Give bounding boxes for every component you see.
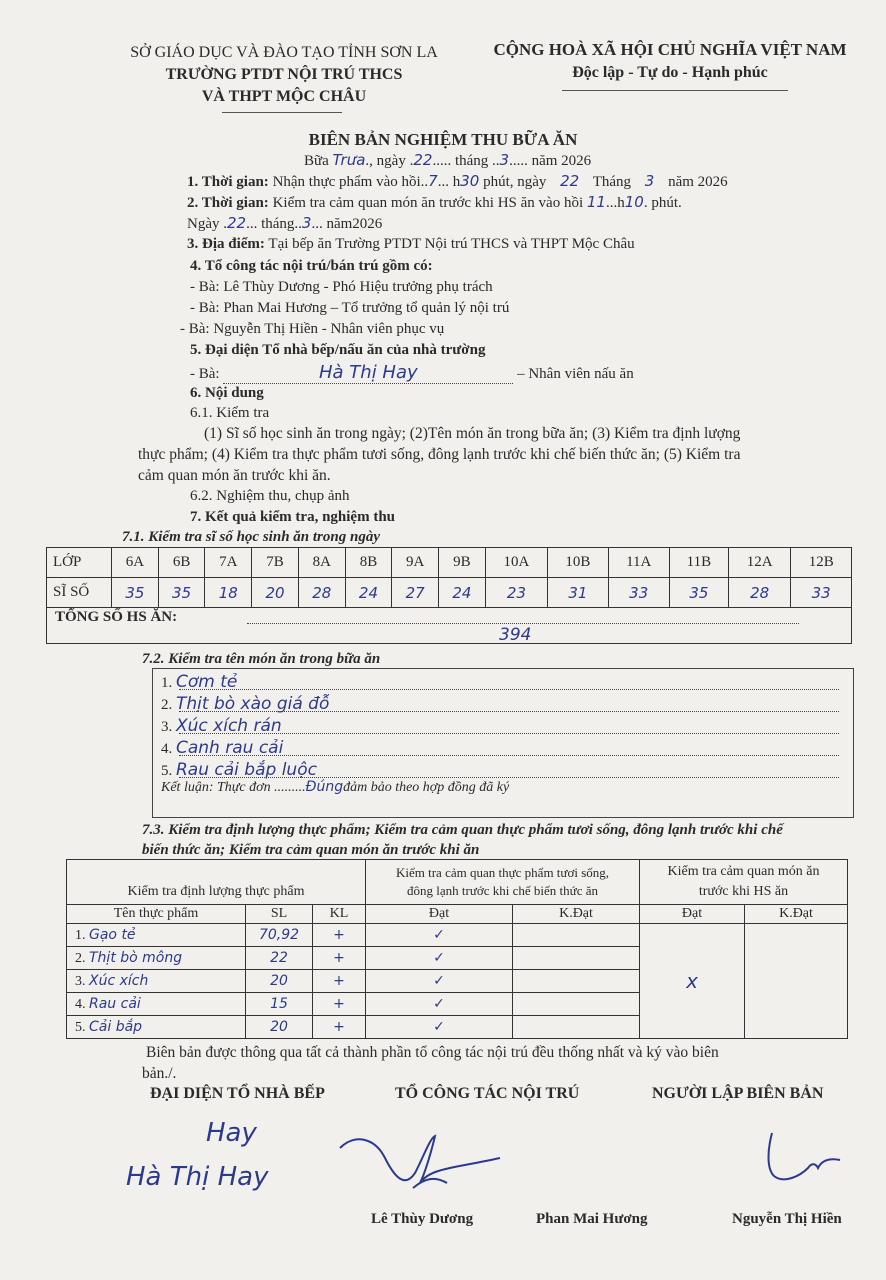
dish-line [179,711,839,712]
count-cell: 20 [252,578,299,608]
class-cell: 9A [392,548,439,578]
food-pass-check: ✓ [366,947,513,970]
menu-conclusion: Kết luận: Thực đơn .........Đúngđảm bảo theo hợp đồng đã ký [161,779,510,795]
item2-day: 22 [227,214,247,232]
count-cell: 28 [728,578,790,608]
col-dish-fail: K.Đạt [745,905,848,924]
food-pass-check: ✓ [366,993,513,1016]
section-6-1: 6.1. Kiểm tra [190,405,270,421]
total-box [46,605,852,644]
dish-line [179,755,839,756]
committee-name-2: Phan Mai Hương [536,1211,648,1227]
item5-label: 5. Đại diện Tổ nhà bếp/nấu ăn của nhà trường [190,342,486,358]
item3-label: 3. Địa điểm: [187,236,265,252]
food-pass-check: ✓ [366,1016,513,1039]
item1-minute: 30 [460,172,480,190]
col-fresh-pass: Đạt [366,905,513,924]
author-signature [760,1128,850,1188]
dish-line [179,689,839,690]
dish-item: 2. Thịt bò xào giá đỗ [161,694,330,714]
section-7-3-line2: biến thức ăn; Kiểm tra cảm quan món ăn trước khi ăn [142,842,480,858]
count-cell: 24 [345,578,392,608]
item3-location [187,236,635,253]
dish-line [179,733,839,734]
committee-name-1: Lê Thùy Dương [371,1211,474,1227]
group-fresh-header: Kiểm tra cảm quan thực phẩm tươi sống, đông lạnh trước khi chế biến thức ăn [366,860,640,905]
closing-line1: Biên bản được thông qua tất cả thành phần tổ công tác nội trú đều thống nhất và ký vào biên [146,1044,719,1061]
food-sl: 20 [246,970,313,993]
col-kl: KL [313,905,366,924]
dish-item: 3. Xúc xích rán [161,716,282,736]
class-cell: 8B [345,548,392,578]
count-header: SĨ SỐ [47,578,112,608]
member-1: - Bà: Lê Thùy Dương - Phó Hiệu trưởng phụ trách [190,279,493,295]
food-kl: + [313,947,366,970]
item2-date: Ngày .22... tháng..3... năm2026 [187,214,383,232]
food-kl: + [313,924,366,947]
food-sl: 20 [246,1016,313,1039]
dish-pass-mark: x [640,924,745,1039]
class-cell: 6A [112,548,159,578]
meal-line [304,151,591,170]
item2-label: 2. Thời gian: [187,195,269,211]
item1-hour: 7 [428,172,438,190]
food-row: 2. Thịt bò mông 22 + ✓ [67,947,848,970]
col-fresh-fail: K.Đạt [513,905,640,924]
count-cell: 27 [392,578,439,608]
committee-signature [335,1128,505,1198]
committee-sign-title: TỔ CÔNG TÁC NỘI TRÚ [395,1085,580,1102]
class-cell: 6B [158,548,205,578]
item2-hour: 11 [586,193,606,211]
content-line3: cảm quan món ăn trước khi ăn. [138,467,331,484]
kitchen-sign-title: ĐẠI DIỆN TỔ NHÀ BẾP [150,1085,325,1102]
food-name: Thịt bò mông [89,949,183,966]
dish-name: Thịt bò xào giá đỗ [176,694,330,714]
item6-label: 6. Nội dung [190,385,264,401]
item2-month: 3 [301,214,312,232]
member-3: - Bà: Nguyễn Thị Hiền - Nhân viên phục vụ [180,321,445,337]
header-right-underline [562,90,788,91]
section-7-3-line1: 7.3. Kiểm tra định lượng thực phẩm; Kiểm tra cảm quan thực phẩm tươi sống, đông lạnh trước khi chế [142,822,783,838]
item1-receive-time: 1. Thời gian: Nhận thực phẩm vào hồi..7... h30 phút, ngày 22 Tháng 3 năm 2026 [187,172,728,190]
class-cell: 10A [485,548,547,578]
count-cell: 23 [485,578,547,608]
section-7-1: 7.1. Kiểm tra sĩ số học sinh ăn trong ngày [122,529,380,545]
closing-line2: bản./. [142,1065,177,1082]
class-cell: 10B [548,548,609,578]
year-label: ..... năm 2026 [509,153,592,169]
food-row: 3. Xúc xích 20 + ✓ [67,970,848,993]
item1-label: 1. Thời gian: [187,174,269,190]
class-cell: 7B [252,548,299,578]
food-pass-check: ✓ [366,924,513,947]
class-cell: 12A [728,548,790,578]
dish-item: 5. Rau cải bắp luộc [161,760,317,780]
class-cell: 12B [791,548,852,578]
month-label: ..... tháng .. [432,153,500,169]
item1-day: 22 [560,172,580,190]
food-row: 5. Cải bắp 20 + ✓ [67,1016,848,1039]
section-7-2: 7.2. Kiểm tra tên món ăn trong bữa ăn [142,651,381,667]
col-name: Tên thực phẩm [67,905,246,924]
item1-month: 3 [644,172,655,190]
section-6-2: 6.2. Nghiệm thu, chụp ảnh [190,488,350,504]
document-title: BIÊN BẢN NGHIỆM THU BỮA ĂN [308,130,578,149]
dish-item: 4. Canh rau cải [161,738,284,758]
food-kl: + [313,1016,366,1039]
dish-name: Xúc xích rán [176,716,282,736]
count-cell: 35 [112,578,159,608]
group-dish-header: Kiểm tra cảm quan món ăn trước khi HS ăn [640,860,848,905]
dish-item: 1. Cơm tẻ [161,672,238,692]
content-line2: thực phẩm; (4) Kiểm tra thực phẩm tươi sống, đông lạnh trước khi chế biến thức ăn; (5) Kiểm tra [138,446,741,463]
dish-list-box [152,668,854,818]
count-cell: 35 [158,578,205,608]
dish-name: Rau cải bắp luộc [176,760,317,780]
count-cell: 24 [439,578,486,608]
food-sl: 70,92 [246,924,313,947]
class-cell: 7A [205,548,252,578]
meal-value: Trưa [332,151,366,169]
count-cell: 33 [608,578,669,608]
food-sl: 15 [246,993,313,1016]
content-line1: (1) Sĩ số học sinh ăn trong ngày; (2)Tên món ăn trong bữa ăn; (3) Kiểm tra định lượng [204,425,741,442]
count-row [47,578,852,608]
header-left-underline [222,112,342,113]
count-cell: 35 [669,578,728,608]
food-name: Gạo tẻ [89,926,136,943]
col-sl: SL [246,905,313,924]
count-cell: 33 [791,578,852,608]
food-kl: + [313,970,366,993]
item3-text: Tại bếp ăn Trường PTDT Nội trú THCS và THPT Mộc Châu [268,236,635,252]
item2-check-time: 2. Thời gian: Kiểm tra cảm quan món ăn trước khi HS ăn vào hồi 11...h10. phút. [187,193,682,211]
food-name: Rau cải [89,995,141,1012]
food-kl: + [313,993,366,1016]
food-row: 1. Gạo tẻ 70,92 + ✓ x [67,924,848,947]
food-row: 4. Rau cải 15 + ✓ [67,993,848,1016]
food-sl: 22 [246,947,313,970]
class-header: LỚP [47,548,112,578]
dish-line [179,777,839,778]
month-value: 3 [499,151,510,169]
count-cell: 28 [298,578,345,608]
class-cell: 8A [298,548,345,578]
item2-minute: 10 [624,193,644,211]
member-2: - Bà: Phan Mai Hương – Tổ trưởng tổ quản lý nội trú [190,300,510,316]
class-count-table [46,547,852,608]
kitchen-signature-name: Hà Thị Hay [126,1162,269,1192]
class-cell: 9B [439,548,486,578]
food-check-table [66,859,848,1039]
national-title: CỘNG HOÀ XÃ HỘI CHỦ NGHĨA VIỆT NAM [493,40,847,59]
total-label: TỔNG SỐ HS ĂN: [55,609,178,625]
class-cell: 11B [669,548,728,578]
total-value: 394 [499,625,532,645]
day-label: ., ngày . [365,153,414,169]
total-dots [247,623,799,624]
class-row [47,548,852,578]
school-name-line1: TRƯỜNG PTDT NỘI TRÚ THCS [165,66,403,83]
dish-name: Canh rau cải [176,738,284,758]
item7-label: 7. Kết quả kiểm tra, nghiệm thu [190,509,396,525]
count-cell: 18 [205,578,252,608]
food-name: Xúc xích [89,972,149,989]
food-name: Cải bắp [89,1018,143,1035]
meal-label: Bữa [304,153,329,169]
school-name-line2: VÀ THPT MỘC CHÂU [201,88,367,105]
kitchen-rep-name: Hà Thị Hay [319,362,418,383]
item4-label: 4. Tổ công tác nội trú/bán trú gồm có: [190,258,433,274]
food-pass-check: ✓ [366,970,513,993]
col-dish-pass: Đạt [640,905,745,924]
group-quantity-header: Kiểm tra định lượng thực phẩm [67,860,366,905]
class-cell: 11A [608,548,669,578]
author-sign-title: NGƯỜI LẬP BIÊN BẢN [652,1085,824,1102]
author-name: Nguyễn Thị Hiền [732,1211,842,1227]
kitchen-representative: - Bà: Hà Thị Hay – Nhân viên nấu ăn [190,362,634,383]
dish-name: Cơm tẻ [176,672,238,692]
day-value: 22 [413,151,433,169]
department-name: SỞ GIÁO DỤC VÀ ĐÀO TẠO TỈNH SƠN LA [130,44,438,61]
national-motto: Độc lập - Tự do - Hạnh phúc [572,64,768,81]
count-cell: 31 [548,578,609,608]
conclusion-value: Đúng [305,779,344,795]
kitchen-signature-mark: Hay [206,1118,257,1148]
